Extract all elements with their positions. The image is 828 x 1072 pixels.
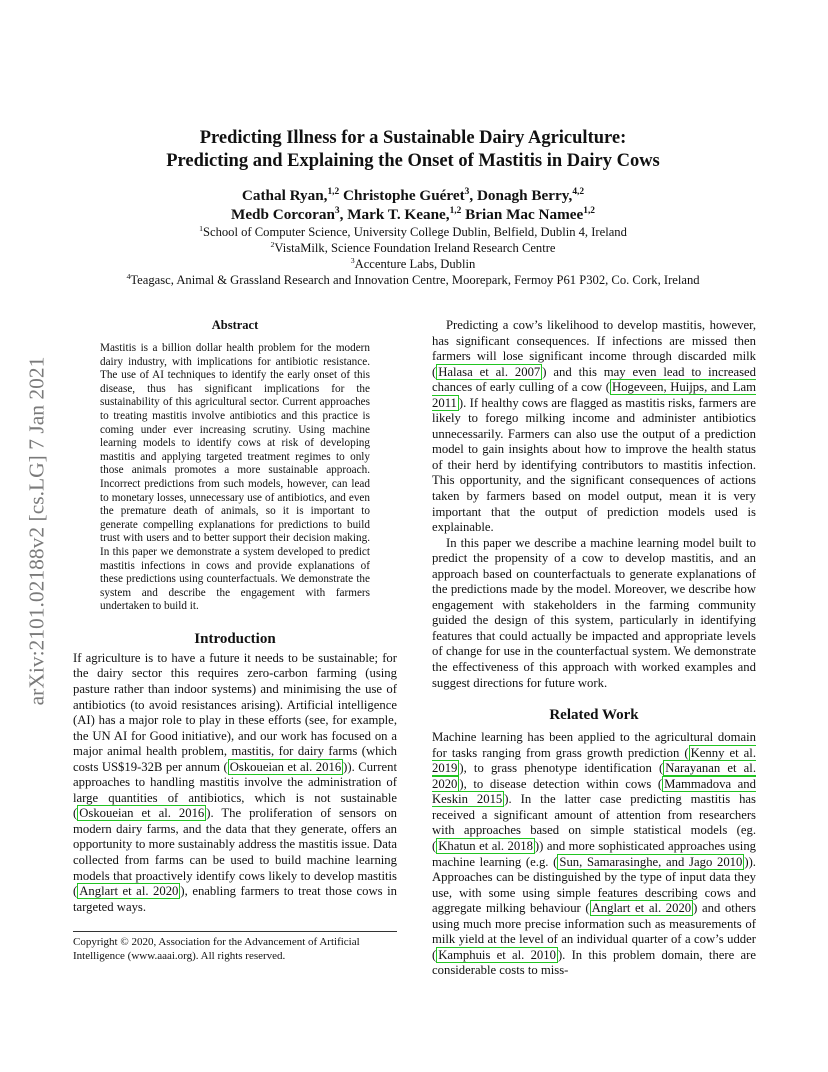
affiliation-mark: 2	[270, 239, 275, 249]
copyright-text: Copyright © 2020, Association for the Advancement of Artificial Intelligence (www.aaai.org). All rights reserved.	[73, 936, 360, 962]
affiliation-text: School of Computer Science, University College Dublin, Belfield, Dublin 4, Ireland	[202, 225, 627, 239]
paper-title-line-2: Predicting and Explaining the Onset of Mastitis in Dairy Cows	[166, 151, 660, 171]
citation-link[interactable]: Kenny et al. 2019	[432, 745, 756, 776]
body-text: ) and others using much more precise information such as measurements of milk yield at the level of an individual quarter of a cow’s udder (	[432, 901, 756, 962]
citation-link[interactable]: Oskoueian et al. 2016	[229, 759, 342, 774]
affiliation-mark: 1	[199, 223, 203, 233]
author-affiliation-mark: 1,2	[327, 186, 340, 197]
affiliation-line	[60, 240, 766, 256]
body-text: ), to grass phenotype identification (	[459, 761, 664, 776]
author-affiliation-mark: 1,2	[583, 205, 595, 216]
affiliation-text: Accenture Labs, Dublin	[354, 257, 476, 271]
citation-link[interactable]: Sun, Samarasinghe, and Jago 2010	[559, 854, 743, 869]
body-text: Machine learning has been applied to the agricultural domain for tasks ranging from grass growth prediction (	[432, 730, 756, 760]
body-text: )) and more sophisticated approaches using machine learning (e.g. (	[432, 838, 757, 869]
author-line-1	[60, 186, 766, 205]
paper-title-line-1: Predicting Illness for a Sustainable Dairy Agriculture:	[199, 128, 627, 148]
author-name: Medb Corcoran	[230, 206, 335, 223]
affiliation-mark: 3	[350, 255, 355, 265]
citation-link[interactable]: Halasa et al. 2007	[438, 364, 541, 379]
author-list	[60, 186, 766, 288]
author-name: Christophe Guéret	[343, 187, 465, 204]
affiliation-line	[60, 272, 766, 288]
introduction-paragraph	[73, 651, 397, 915]
right-column	[432, 318, 756, 979]
citation-link[interactable]: Hogeveen, Huijps, and Lam 2011	[432, 380, 756, 410]
body-text: If agriculture is to have a future it needs to be sustainable; for the dairy sector this requires zero-carbon farming (using pasture rather than indoor systems) and minimising the use of antibiotics (to avoid resistances arising). Artificial intelligence (AI) has a major role to play in these efforts (see, for example, the UN AI for Good initiative), and our work has focused on a major animal health problem, mastitis, for dairy farms (which costs US$19-32B per annum (	[73, 650, 397, 774]
related-work-heading: Related Work	[549, 707, 639, 724]
body-text: ). In this problem domain, there are considerable costs to miss-	[432, 947, 756, 978]
paper-header	[60, 127, 766, 288]
body-text: ), to disease detection within cows (	[459, 776, 663, 791]
citation-link[interactable]: Anglart et al. 2020	[591, 901, 692, 916]
left-column	[73, 312, 397, 963]
author-affiliation-mark: 4,2	[572, 186, 585, 197]
author-name: Cathal Ryan,	[241, 187, 328, 204]
author-name: , Donagh Berry,	[469, 187, 573, 204]
arxiv-identifier-stamp	[22, 296, 52, 766]
author-name: Brian Mac Namee	[465, 206, 584, 223]
body-text: )). Approaches can be distinguished by the type of input data they use, with some using simple features describing cows and aggregate milking behaviour (	[432, 854, 756, 916]
affiliation-line	[60, 224, 766, 240]
body-text: ), enabling farmers to treat those cows in targeted ways.	[73, 884, 397, 914]
affiliation-text: Teagasc, Animal & Grassland Research and Innovation Centre, Moorepark, Fermoy P61 P302, Co. Cork, Ireland	[130, 273, 700, 287]
author-name: , Mark T. Keane,	[339, 206, 450, 223]
body-text: )). Current approaches to handling mastitis involve the administration of large quantities of antibiotics, which is not sustainable (	[73, 759, 397, 821]
abstract-heading: Abstract	[211, 318, 259, 332]
body-text: Predicting a cow’s likelihood to develop mastitis, however, has significant consequences. If infections are missed then farmers will lose significant income through discarded milk (	[432, 318, 756, 379]
citation-link[interactable]: Oskoueian et al. 2016	[79, 806, 205, 821]
body-text: ). If healthy cows are flagged as mastitis risks, farmers are likely to forego milking income and administer antibiotics unnecessarily. Farmers can also use the output of a prediction model to gain insights about how to improve the health status of their herd by identifying contributors to mastitis infection. This opportunity, and the significant consequences of actions taken by farmers based on model output, mean it is very important that the output of prediction models used is explainable.	[432, 395, 756, 535]
introduction-heading: Introduction	[194, 630, 276, 647]
author-affiliation-mark: 3	[334, 205, 340, 216]
body-paragraph: In this paper we describe a machine learning model built to predict the propensity of a cow to develop mastitis, and an approach based on counterfactuals to generate explanations of the predictions made by the model. Moreover, we describe how engagement with stakeholders in the farming community guided the design of this system, particularly in identifying features that could actually be impacted and appropriate levels of change for use in the counterfactual system. We demonstrate the effectiveness of this approach with worked examples and suggest directions for future work.	[432, 535, 756, 690]
author-affiliation-mark: 3	[464, 186, 470, 197]
affiliation-mark: 4	[126, 271, 131, 281]
arxiv-identifier-text: arXiv:2101.02188v2 [cs.LG] 7 Jan 2021	[24, 356, 49, 706]
citation-link[interactable]: Khatun et al. 2018	[438, 838, 533, 853]
citation-link[interactable]: Mammadova and Keskin 2015	[432, 776, 756, 807]
abstract-text: Mastitis is a billion dollar health problem for the modern dairy industry, with implications for antibiotic resistance. The use of AI techniques to identify the early onset of this disease, thus has significant implications for the sustainability of this agricultural sector. Current approaches to treating mastitis involve antibiotics and this practice is coming under ever increasing scrutiny. Using machine learning models to identify cows at risk of developing mastitis and applying targeted treatment regimes to only those animals promotes a more sustainable approach. Incorrect predictions from such models, however, can lead to monetary losses, unnecessary use of antibiotics, and even the premature death of animals, so it is important to generate compelling explanations for predictions to build trust with users and to better support their decision making. In this paper we demonstrate a system developed to predict mastitis infections in cows and provide explanations of these predictions using counterfactuals. We demonstrate the system and describe the engagement with farmers undertaken to build it.	[100, 342, 370, 613]
body-paragraph	[432, 318, 756, 536]
affiliation-line	[60, 256, 766, 272]
citation-link[interactable]: Kamphuis et al. 2010	[438, 947, 556, 962]
body-text: ) and this may even lead to increased chances of early culling of a cow (	[432, 364, 756, 395]
related-work-paragraph	[432, 730, 756, 979]
affiliation-text: VistaMilk, Science Foundation Ireland Research Centre	[274, 241, 556, 255]
body-text: ). In the latter case predicting mastitis has received a significant amount of attention from researchers with approaches based on simple statistical models (eg. (	[432, 792, 756, 853]
author-affiliation-mark: 1,2	[449, 205, 462, 216]
author-line-2	[60, 205, 766, 224]
abstract-section	[73, 318, 397, 614]
citation-link[interactable]: Narayanan et al. 2020	[432, 761, 757, 791]
body-text: ). The proliferation of sensors on modern dairy farms, and the data that they generate, offers an opportunity to more sustainably address the mastitis issue. Data collected from farms can be used to build machine learning models that proactively identify cows likely to develop mastitis (	[73, 806, 398, 899]
copyright-footnote	[73, 931, 397, 963]
citation-link[interactable]: Anglart et al. 2020	[79, 884, 179, 899]
